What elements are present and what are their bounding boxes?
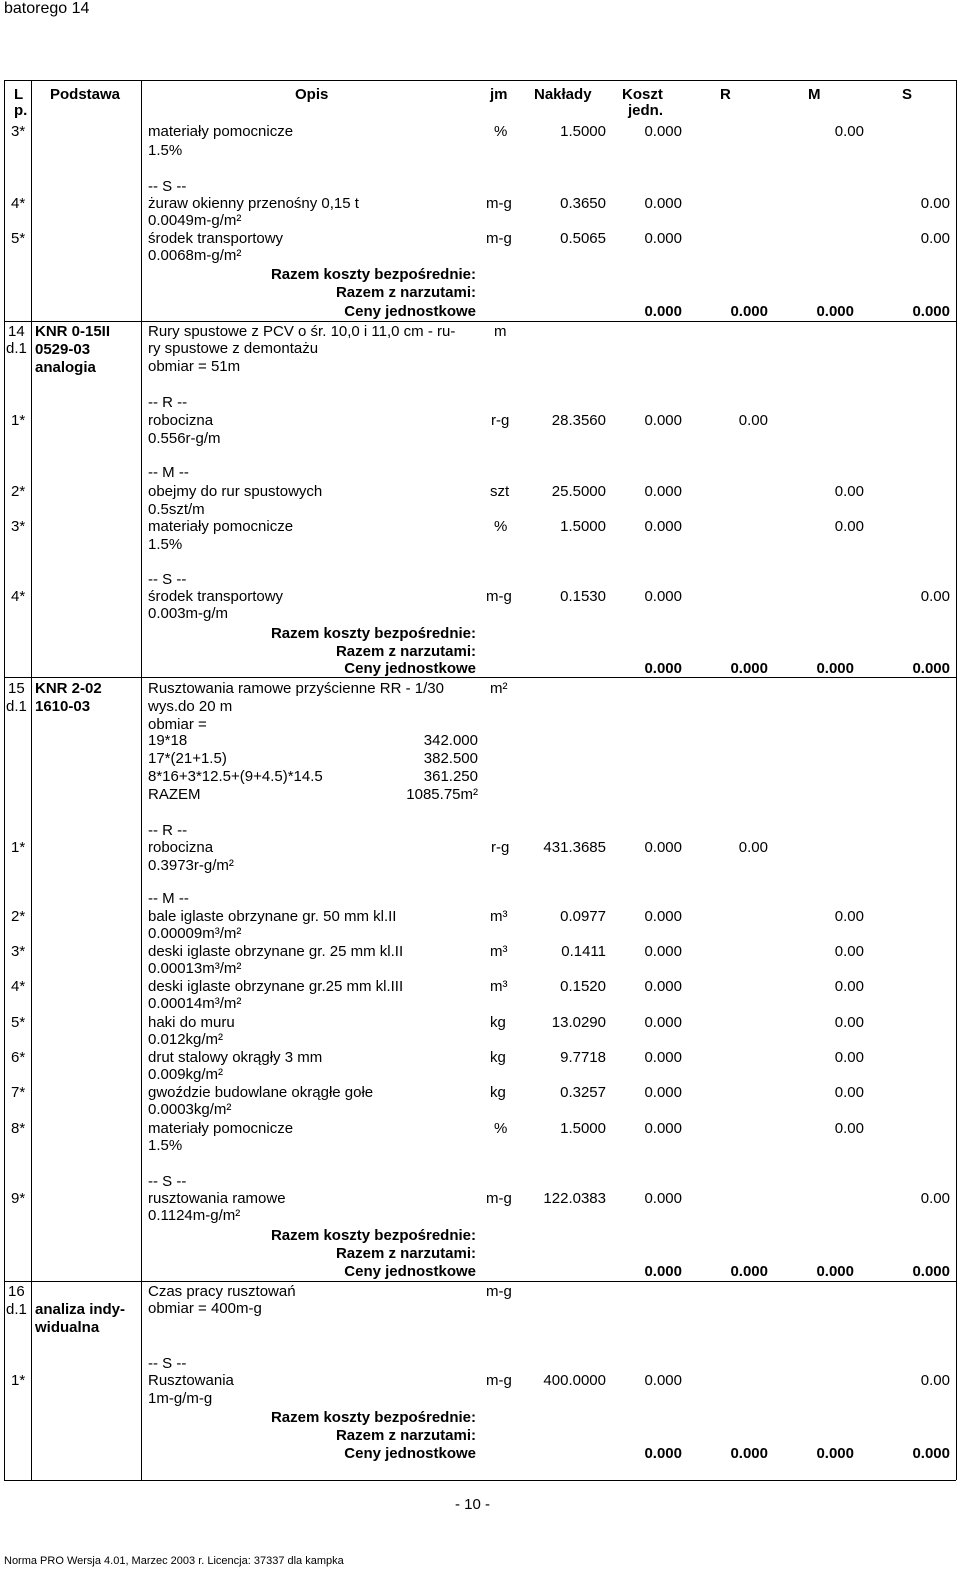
page-number: - 10 - — [455, 1496, 491, 1513]
pos-lp-sub: d.1 — [6, 1301, 27, 1318]
calc-expr: 17*(21+1.5) — [148, 750, 227, 767]
row-norm: 0.556r-g/m — [148, 430, 221, 447]
row-lp: 3* — [11, 943, 26, 960]
row-r-value: 0.00 — [738, 412, 768, 429]
pos-jm: m-g — [486, 1283, 512, 1300]
pos-obmiar: obmiar = 51m — [148, 358, 241, 375]
total-koszt: 0.000 — [644, 1445, 682, 1462]
row-koszt: 0.000 — [644, 1084, 682, 1101]
row-norm: 1.5% — [148, 142, 183, 159]
pos-opis-line2: ry spustowe z demontażu — [148, 340, 319, 357]
pos16-separator — [4, 1281, 956, 1282]
row-naklady: 28.3560 — [551, 412, 606, 429]
row-m-value: 0.00 — [834, 123, 864, 140]
row-naklady: 0.1411 — [561, 943, 606, 960]
pos-podstawa-line2: 0529-03 — [35, 341, 91, 358]
row-s-value: 0.00 — [920, 1372, 950, 1389]
row-jm: m-g — [486, 1190, 512, 1207]
row-lp: 2* — [11, 483, 26, 500]
row-jm: % — [494, 518, 508, 535]
row-lp: 5* — [11, 230, 26, 247]
total-koszt: 0.000 — [644, 1263, 682, 1280]
s-separator: -- S -- — [148, 178, 187, 195]
calc-value: 382.500 — [423, 750, 478, 767]
pos-podstawa-line1: KNR 2-02 — [35, 680, 102, 697]
razem-bezposrednie-label: Razem koszty bezpośrednie: — [270, 266, 476, 283]
row-naklady: 0.3650 — [560, 195, 606, 212]
row-s-value: 0.00 — [920, 195, 950, 212]
pos-podstawa-line1: KNR 0-15II — [35, 323, 111, 340]
ceny-jednostkowe-label: Ceny jednostkowe — [344, 1263, 476, 1280]
total-s: 0.000 — [912, 303, 950, 320]
razem-bezposrednie-label: Razem koszty bezpośrednie: — [270, 625, 476, 642]
footer-license: Norma PRO Wersja 4.01, Marzec 2003 r. Licencja: 37337 dla kampka — [4, 1555, 344, 1567]
row-opis: materiały pomocnicze — [148, 1120, 294, 1137]
s-separator: -- S -- — [148, 571, 187, 588]
row-naklady: 1.5000 — [560, 1120, 606, 1137]
ceny-jednostkowe-label: Ceny jednostkowe — [344, 1445, 476, 1462]
row-jm: % — [494, 123, 508, 140]
row-jm: m-g — [486, 230, 512, 247]
pos-lp-number: 16 — [8, 1283, 25, 1300]
header-lp-line1: L — [14, 86, 24, 103]
row-lp: 1* — [11, 1372, 26, 1389]
row-jm: m³ — [490, 943, 508, 960]
pos-podstawa-line1: analiza indy- — [35, 1301, 126, 1318]
row-koszt: 0.000 — [644, 978, 682, 995]
row-koszt: 0.000 — [644, 1120, 682, 1137]
row-koszt: 0.000 — [644, 588, 682, 605]
row-koszt: 0.000 — [644, 230, 682, 247]
total-r: 0.000 — [730, 660, 768, 677]
row-naklady: 431.3685 — [543, 839, 606, 856]
row-jm: m³ — [490, 978, 508, 995]
r-separator: -- R -- — [148, 822, 188, 839]
row-norm: 0.0003kg/m² — [148, 1101, 232, 1118]
header-koszt-line2: jedn. — [628, 102, 664, 119]
row-opis: rusztowania ramowe — [148, 1190, 286, 1207]
row-opis: Rusztowania — [148, 1372, 234, 1389]
row-koszt: 0.000 — [644, 943, 682, 960]
row-m-value: 0.00 — [834, 483, 864, 500]
razem-bezposrednie-label: Razem koszty bezpośrednie: — [270, 1227, 476, 1244]
total-koszt: 0.000 — [644, 660, 682, 677]
row-norm: 1.5% — [148, 1137, 183, 1154]
calc-expr: 8*16+3*12.5+(9+4.5)*14.5 — [148, 768, 323, 785]
pos14-separator — [4, 321, 956, 322]
row-naklady: 0.5065 — [560, 230, 606, 247]
razem-bezposrednie-label: Razem koszty bezpośrednie: — [270, 1409, 476, 1426]
header-naklady: Nakłady — [534, 86, 592, 103]
row-norm: 0.1124m-g/m² — [148, 1207, 241, 1224]
row-norm: 0.3973r-g/m² — [148, 857, 234, 874]
total-m: 0.000 — [816, 303, 854, 320]
ceny-jednostkowe-label: Ceny jednostkowe — [344, 303, 476, 320]
row-jm: m-g — [486, 195, 512, 212]
total-r: 0.000 — [730, 1445, 768, 1462]
ceny-jednostkowe-label: Ceny jednostkowe — [344, 660, 476, 677]
header-s: S — [902, 86, 913, 103]
row-norm: 0.00014m³/m² — [148, 995, 242, 1012]
row-koszt: 0.000 — [644, 518, 682, 535]
row-opis: haki do muru — [148, 1014, 235, 1031]
row-koszt: 0.000 — [644, 1372, 682, 1389]
row-m-value: 0.00 — [834, 943, 864, 960]
row-opis: materiały pomocnicze — [148, 123, 294, 140]
row-lp: 3* — [11, 123, 26, 140]
row-koszt: 0.000 — [644, 1014, 682, 1031]
row-jm: kg — [490, 1014, 506, 1031]
total-s: 0.000 — [912, 660, 950, 677]
pos-lp-number: 14 — [8, 323, 25, 340]
row-norm: 0.012kg/m² — [148, 1031, 224, 1048]
row-naklady: 0.1530 — [560, 588, 606, 605]
row-norm: 0.00009m³/m² — [148, 925, 242, 942]
total-m: 0.000 — [816, 660, 854, 677]
s-separator: -- S -- — [148, 1173, 187, 1190]
row-koszt: 0.000 — [644, 123, 682, 140]
table-left-border — [4, 80, 5, 1480]
row-lp: 6* — [11, 1049, 26, 1066]
row-naklady: 25.5000 — [551, 483, 606, 500]
row-norm: 0.00013m³/m² — [148, 960, 242, 977]
total-m: 0.000 — [816, 1445, 854, 1462]
row-naklady: 0.3257 — [560, 1084, 606, 1101]
row-opis: deski iglaste obrzynane gr.25 mm kl.III — [148, 978, 404, 995]
row-norm: 0.0068m-g/m² — [148, 247, 242, 264]
pos-opis-line2: wys.do 20 m — [148, 698, 233, 715]
table-bottom-border — [4, 1480, 956, 1481]
row-jm: szt — [490, 483, 510, 500]
table-top-border — [4, 80, 956, 81]
razem-narzuty-label: Razem z narzutami: — [335, 1245, 476, 1262]
calc-expr: RAZEM — [148, 786, 201, 803]
row-m-value: 0.00 — [834, 908, 864, 925]
row-opis: drut stalowy okrągły 3 mm — [148, 1049, 323, 1066]
row-opis: gwoździe budowlane okrągłe gołe — [148, 1084, 374, 1101]
calc-value: 342.000 — [423, 732, 478, 749]
row-s-value: 0.00 — [920, 588, 950, 605]
pos-podstawa-line3: analogia — [35, 359, 96, 376]
row-koszt: 0.000 — [644, 483, 682, 500]
header-m: M — [808, 86, 821, 103]
row-naklady: 122.0383 — [543, 1190, 606, 1207]
pos-podstawa-line2: 1610-03 — [35, 698, 91, 715]
row-koszt: 0.000 — [644, 1190, 682, 1207]
pos-podstawa-line2: widualna — [35, 1319, 100, 1336]
row-koszt: 0.000 — [644, 195, 682, 212]
razem-narzuty-label: Razem z narzutami: — [335, 643, 476, 660]
m-separator: -- M -- — [148, 890, 189, 907]
pos-lp-sub: d.1 — [6, 340, 27, 357]
table-right-border — [956, 80, 957, 1480]
row-koszt: 0.000 — [644, 908, 682, 925]
pos-obmiar: obmiar = — [148, 716, 207, 733]
row-opis: obejmy do rur spustowych — [148, 483, 323, 500]
row-lp: 5* — [11, 1014, 26, 1031]
row-m-value: 0.00 — [834, 1120, 864, 1137]
row-opis: deski iglaste obrzynane gr. 25 mm kl.II — [148, 943, 404, 960]
row-opis: środek transportowy — [148, 588, 284, 605]
row-opis: żuraw okienny przenośny 0,15 t — [148, 195, 359, 212]
header-koszt-line1: Koszt — [622, 86, 663, 103]
row-m-value: 0.00 — [834, 518, 864, 535]
row-koszt: 0.000 — [644, 839, 682, 856]
row-s-value: 0.00 — [920, 1190, 950, 1207]
row-norm: 0.0049m-g/m² — [148, 212, 242, 229]
col-podstawa-border — [141, 80, 142, 1480]
row-jm: kg — [490, 1084, 506, 1101]
document-title: batorego 14 — [4, 0, 90, 17]
total-koszt: 0.000 — [644, 303, 682, 320]
row-opis: bale iglaste obrzynane gr. 50 mm kl.II — [148, 908, 397, 925]
total-m: 0.000 — [816, 1263, 854, 1280]
calc-value: 1085.75m² — [406, 786, 478, 803]
row-jm: m³ — [490, 908, 508, 925]
row-naklady: 0.1520 — [560, 978, 606, 995]
pos-lp-sub: d.1 — [6, 698, 27, 715]
pos-opis-line1: Czas pracy rusztowań — [148, 1283, 296, 1300]
header-jm: jm — [490, 86, 508, 103]
row-koszt: 0.000 — [644, 1049, 682, 1066]
razem-narzuty-label: Razem z narzutami: — [335, 1427, 476, 1444]
calc-value: 361.250 — [423, 768, 478, 785]
pos-jm: m² — [490, 680, 508, 697]
row-naklady: 0.0977 — [560, 908, 606, 925]
row-lp: 4* — [11, 195, 26, 212]
row-naklady: 1.5000 — [560, 518, 606, 535]
header-podstawa: Podstawa — [50, 86, 121, 103]
col-lp-border — [31, 80, 32, 1480]
row-m-value: 0.00 — [834, 1084, 864, 1101]
row-norm: 0.009kg/m² — [148, 1066, 224, 1083]
s-separator: -- S -- — [148, 1355, 187, 1372]
header-lp-line2: p. — [14, 102, 28, 119]
total-r: 0.000 — [730, 303, 768, 320]
row-lp: 1* — [11, 839, 26, 856]
row-norm: 1.5% — [148, 536, 183, 553]
row-naklady: 13.0290 — [551, 1014, 606, 1031]
calc-expr: 19*18 — [148, 732, 188, 749]
header-opis: Opis — [295, 86, 329, 103]
pos-jm: m — [494, 323, 507, 340]
row-jm: r-g — [491, 839, 510, 856]
row-opis: środek transportowy — [148, 230, 284, 247]
header-r: R — [720, 86, 731, 103]
r-separator: -- R -- — [148, 394, 188, 411]
row-koszt: 0.000 — [644, 412, 682, 429]
row-naklady: 9.7718 — [560, 1049, 606, 1066]
row-opis: robocizna — [148, 839, 214, 856]
pos-lp-number: 15 — [8, 680, 25, 697]
row-lp: 7* — [11, 1084, 26, 1101]
row-m-value: 0.00 — [834, 978, 864, 995]
row-jm: m-g — [486, 588, 512, 605]
total-s: 0.000 — [912, 1263, 950, 1280]
row-jm: % — [494, 1120, 508, 1137]
row-lp: 1* — [11, 412, 26, 429]
row-norm: 0.5szt/m — [148, 501, 205, 518]
row-opis: robocizna — [148, 412, 214, 429]
m-separator: -- M -- — [148, 464, 189, 481]
row-jm: kg — [490, 1049, 506, 1066]
row-r-value: 0.00 — [738, 839, 768, 856]
total-r: 0.000 — [730, 1263, 768, 1280]
row-naklady: 1.5000 — [560, 123, 606, 140]
row-lp: 4* — [11, 588, 26, 605]
row-s-value: 0.00 — [920, 230, 950, 247]
row-m-value: 0.00 — [834, 1049, 864, 1066]
row-jm: r-g — [491, 412, 510, 429]
pos-opis-line1: Rusztowania ramowe przyścienne RR - 1/30 — [148, 680, 444, 697]
row-norm: 0.003m-g/m — [148, 605, 229, 622]
row-naklady: 400.0000 — [543, 1372, 606, 1389]
total-s: 0.000 — [912, 1445, 950, 1462]
pos-opis-line1: Rury spustowe z PCV o śr. 10,0 i 11,0 cm - ru- — [148, 323, 456, 340]
row-norm: 1m-g/m-g — [148, 1390, 213, 1407]
row-opis: materiały pomocnicze — [148, 518, 294, 535]
row-lp: 4* — [11, 978, 26, 995]
razem-narzuty-label: Razem z narzutami: — [335, 284, 476, 301]
row-m-value: 0.00 — [834, 1014, 864, 1031]
row-lp: 2* — [11, 908, 26, 925]
row-lp: 3* — [11, 518, 26, 535]
pos-obmiar: obmiar = 400m-g — [148, 1300, 262, 1317]
row-jm: m-g — [486, 1372, 512, 1389]
row-lp: 9* — [11, 1190, 26, 1207]
row-lp: 8* — [11, 1120, 26, 1137]
